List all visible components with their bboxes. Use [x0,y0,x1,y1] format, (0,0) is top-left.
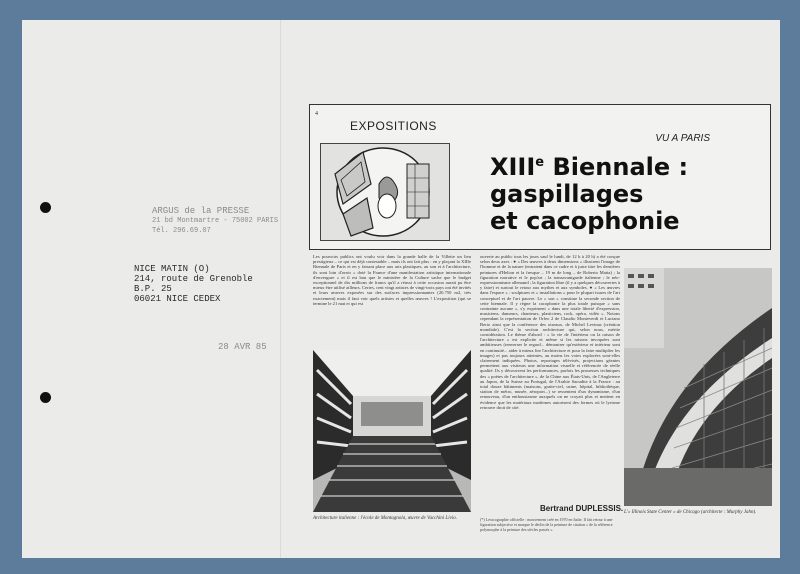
date-stamp: 28 AVR 85 [218,342,267,352]
article-byline: Bertrand DUPLESSIS. [540,504,624,513]
title-line-3: et cacophonie [490,207,680,235]
illustration-artwork [320,143,450,241]
photo-illinois-state-center [624,268,772,506]
title-part-1: Biennale : [544,153,689,181]
title-sup: e [535,155,545,170]
address-line-2: B.P. 25 [134,284,172,294]
address-line-3: 06021 NICE CEDEX [134,294,221,304]
article-footnote: (*) Lexicographie officielle : mouvement créé en 1970 en Italie. Il fait retour à une figuration subjective et marque le déclin de la peinture de citation « de la référence polymorphe à la peinture des siècles passés ». [480,517,613,532]
caption-right: L'« Illinois State Center » de Chicago (architecte : Murphy Jahn). [624,510,757,515]
fold-line [280,20,281,558]
photo-montagnola-school [313,350,471,512]
photo-corridor-drawing [313,350,471,512]
title-roman: XIII [490,153,536,181]
article-column-2: ouverte au public tous les jours sauf le lundi, de 12 h à 20 h) a été conçue selon deux axes : ● « Des œuvres à deux dimensions » illustrent l'image de l'homme et de la nature (entraient dans ce cadre et à juste titre les dernières peintures d'Helion et la fresque – 19 m de long – de Roberto Matta) ; la figuration narrative et le pop'art ; la transavantgarde italienne ; le néo-expressionnisme allemand ; la figuration libre (il y a quelques découvertes à y faire) et surtout le retour aux mythes et aux symboles. ● « Les œuvres dans l'espace » : sculptures et « installations » pour le plupart issues de l'art conceptuel et de l'art pauvre. Le « son » constitue la seconde section de cette biennale. Il y règne la cacophonie la plus totale puisque « sans contrainte aucune », s'y expriment « dans une totale liberté d'expression, musiciens, danseurs, chanteurs, plasticiens, rock, opéra, vidéo ». Notons cependant la représentation de Orfeo 2 de Claudio Monteverdi et Luciano Berio ainsi que la conférence des oiseaux, de Michel Levinas (création mondiale). C'est la section architecture qui, selon nous, mérite considération. Le thème d'abord : « la vie de l'intérieur ou la raison de l'architecture » est explicite et même si les raisons invoquées sont ambitieuses (renverser le regard... démontrer qu'extérieur et intérieur sont en continuité... aider à mieux lire l'architecture et pour la faire multiplier les images) et pas toujours atteintes, au moins les voies explorées sont-elles clairement indiquées. Photos, reportages télévisés, projections géantes permettent aux visiteurs une information visuelle et référencée de réelle qualité. Ils y découvrent les performances, parfois les prouesses techniques des « poètes de l'architecture », de la Chine aux États-Unis, de l'Angleterre au Japon, de la Suisse au Portugal, de l'Arabie Saoudite à la France : au total douze bâtiments (maisons, gratte-ciel, usine, hôpital, bibliothèque, station de métro, musée, aéroport...) se ressentent d'un dynamisme, d'un renouveau, d'un enthousiasme auxquels on ne croyait plus et mettent en évidence que les matériaux modernes autorisent des formes où le lyrisme retrouve droit de cité. [480,254,620,410]
punch-hole-bottom [40,392,51,403]
article-column-1: Les pouvoirs publics ont voulu voir dans la grande halle de la Villette un lieu prestigieux – ce qui est déjà contestable – mais ils ont fait plus : en y plaçant la XIIIe Biennale de Paris et en y faisant place aux arts plastiques, au son et à l'architecture, ils sont loin d'avoir « doté la France d'une manifestation artistique internationale d'envergure » et il est bon que le ministère de la Culture sache que le budget exceptionnel de dix millions de francs qu'il a réussi à cette occasion aurait pu être mieux être utilisé ailleurs. Certes, cent vingt artistes de vingt-trois pays ont été invités et leurs œuvres exposées sur des surfaces impressionnantes (20.750 m2, très exactement) mais il faut voir quels artistes et quelles œuvres ! L'exposition (qui se termine le 21 mai et qui est [313,254,471,306]
agency-line-2: 21 bd Montmartre - 75002 PARIS [152,217,279,225]
article-header [309,104,771,250]
title-line-2: gaspillages [490,180,644,208]
photo-building-drawing [624,268,772,506]
agency-line-1: ARGUS de la PRESSE [152,206,250,216]
article-title [490,149,688,235]
agency-stamp [152,206,278,236]
punch-hole-top [40,202,51,213]
paper-name: NICE MATIN (O) [134,264,210,274]
agency-line-3: Tél. 296.69.07 [152,227,211,235]
page-number: 4 [315,111,318,117]
address-line-1: 214, route de Grenoble [134,274,253,284]
abstract-drawing [321,144,449,240]
caption-left: Architecture italienne : l'école de Montagnola, œuvre de Vacchini Livio. [313,516,457,521]
section-rubric: EXPOSITIONS [350,119,437,133]
newspaper-address-stamp [134,264,253,304]
article-kicker: VU A PARIS [655,133,710,144]
